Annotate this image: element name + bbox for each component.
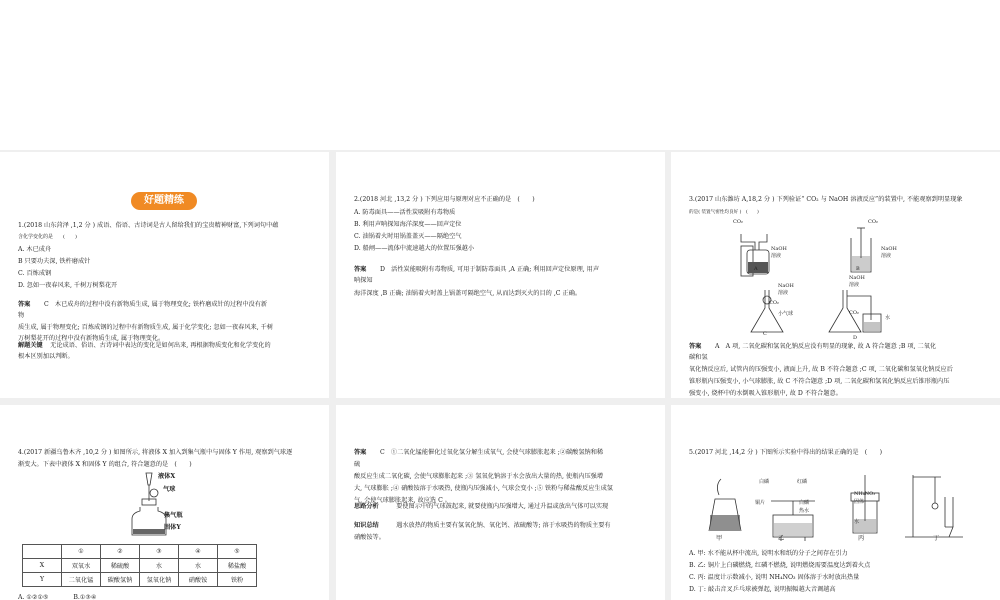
label-solid: 固体 xyxy=(854,499,865,505)
table-cell: ① xyxy=(62,545,101,559)
answer-label: 答案 xyxy=(18,301,31,308)
q1-text: 1.(2018 山东菏泽 ,1,2 分 ) 成语、俗语、古诗词是古人留给我们的宝贵精神财富,下列词句中蕴 xyxy=(18,222,279,229)
label-white-phosphorus-2: 白磷 xyxy=(799,500,810,506)
label-ding: 丁 xyxy=(933,535,940,542)
answer-line: 呐探知 xyxy=(354,277,373,284)
tip-line: 无论成语、俗语、古诗词中表达的变化是如何出来, 再根据物质变化和化学变化的 xyxy=(44,342,271,349)
q2-text: 2.(2018 河北 ,13,2 分 ) 下列应用与原理对应不正确的是 ( ) xyxy=(354,196,535,203)
answer-line: C 木已成舟的过程中没有新物质生成, 属于物理变化; 铁杵磨成针的过程中没有新 xyxy=(44,301,268,308)
tip-label: 解题关键 xyxy=(18,342,43,349)
table-cell: 二氧化锰 xyxy=(62,573,101,587)
label-solution-d: 溶液 xyxy=(849,282,860,288)
summary-line: 硝酸铵等。 xyxy=(354,534,385,541)
answer-line: 氧化钠反应后, 试管内的压强变小, 液面上升, 故 B 不符合题意 ;C 项, 二氧化碳和氢氧化钠反应后 xyxy=(689,366,953,373)
table-cell: 稀盐酸 xyxy=(218,559,257,573)
label-naoh-b: NaOH xyxy=(881,246,897,252)
answer-line: A A 项, 二氧化碳和氢氧化钠反应没有明显的现象, 故 A 符合题意 ;B 项, 二氧化 xyxy=(715,343,937,350)
q1-option-c: C. 百炼成钢 xyxy=(18,270,52,277)
answer-line: 质生成, 属于物理变化; 百炼成钢的过程中有新物质生成, 属于化学变化; 忽如一夜春风来, 千树 xyxy=(18,324,274,331)
table-cell: 氢氧化钠 xyxy=(140,573,179,587)
label-balloon: 气球 xyxy=(163,486,176,493)
table-cell: ④ xyxy=(179,545,218,559)
xy-combination-table xyxy=(22,544,257,587)
label-solution-c: 溶液 xyxy=(778,290,789,296)
q4-options: A. ①②①⑤ B.①③④ xyxy=(18,594,97,600)
answer-line: 大, 气球膨胀 ;④ 硝酸铵溶于水吸热, 使瓶内压强减小, 气球会变小 ;⑤ 铁粉与稀盐酸反应生成氢 xyxy=(354,485,613,492)
summary-line: 遇水放热的物质主要有氢氧化钠、氧化钙、浓硫酸等; 溶于水吸热的物质主要有 xyxy=(390,522,611,529)
answer-line: 强变小, 烧杯中的水倒吸入锥形瓶中, 故 D 不符合题意。 xyxy=(689,390,842,397)
table-cell: ⑤ xyxy=(218,545,257,559)
label-water-d: 水 xyxy=(885,315,891,321)
label-solid-y: 固体Y xyxy=(164,524,181,531)
answer-line: 硫 xyxy=(354,461,361,468)
q5-option-d: D. 丁: 敲击音叉乒乓球被弹起, 说明振幅越大音调越高 xyxy=(689,586,836,593)
label-a: A xyxy=(754,266,758,272)
label-balloon: 小气球 xyxy=(778,311,794,317)
panel-answer-4 xyxy=(336,405,665,600)
label-co2-b: CO₂ xyxy=(868,219,878,225)
analysis-line: 要使图示中的气球鼓起来, 就要使瓶内压强增大, 通过升温或放出气体可以实现 xyxy=(390,503,609,510)
q5-option-b: B. 乙: 铜片上白磷燃烧, 红磷不燃烧, 说明燃烧需要温度达到着火点 xyxy=(689,562,871,569)
answer-line: 酸反应生成二氧化碳, 会使气球膨胀起来 ;③ 氢氧化钠溶于水会放出大量的热, 使瓶内压强增 xyxy=(354,473,604,480)
q5-option-c: C. 丙: 温度计示数减小, 说明 NH₄NO₃ 固体溶于水时放出热量 xyxy=(689,574,860,581)
label-c: C xyxy=(763,331,767,337)
top-blank-band xyxy=(0,0,1000,150)
label-copper: 铜片 xyxy=(755,500,766,506)
panel-question-1 xyxy=(0,152,329,398)
label-bing: 丙 xyxy=(858,535,865,542)
summary-label: 知识总结 xyxy=(354,522,379,529)
label-co2-c: CO₂ xyxy=(769,300,779,306)
label-liquid-x: 液体X xyxy=(158,473,176,480)
label-water: 水 xyxy=(854,519,860,525)
label-nh4no3: NH₄NO₃ xyxy=(854,491,876,497)
label-d: D xyxy=(853,335,858,341)
q1-option-a: A. 木已成舟 xyxy=(18,246,52,253)
answer-label: 答案 xyxy=(354,449,367,456)
q1-option-d: D. 忽如一夜春风来, 千树万树梨花开 xyxy=(18,282,118,289)
label-hot-water: 热水 xyxy=(799,508,810,514)
q2-option-c: C. 油锅着火时用锅盖盖灭——隔绝空气 xyxy=(354,233,462,240)
label-naoh-d: NaOH xyxy=(849,275,865,281)
answer-line: 万树梨花开的过程中没有新物质生成, 属于物理变化。 xyxy=(18,335,165,342)
table-cell: Y xyxy=(23,573,62,587)
table-cell: ② xyxy=(101,545,140,559)
q1-option-b: B 只要功夫深, 铁杵磨成针 xyxy=(18,258,91,265)
table-row xyxy=(23,573,257,587)
q2-option-a: A. 防毒面具——活性炭吸附有毒物质 xyxy=(354,209,456,216)
answer-line: 物 xyxy=(18,312,25,319)
label-solution-a: 溶液 xyxy=(771,253,782,259)
table-cell: 水 xyxy=(140,559,179,573)
label-naoh-a: NaOH xyxy=(771,246,787,252)
panel-question-4 xyxy=(0,405,329,600)
table-cell: 水 xyxy=(179,559,218,573)
panel-question-3 xyxy=(671,152,1000,398)
table-cell: 稀硫酸 xyxy=(101,559,140,573)
answer-line: C ①二氧化锰能催化过氧化氢分解生成氧气, 会使气球膨胀起来 ;②碳酸氢钠和稀 xyxy=(380,449,604,456)
panel-question-5 xyxy=(671,405,1000,600)
q4-text-2: 渐变大。下表中液体 X 和固体 Y 的组合, 符合题意的是 ( ) xyxy=(18,461,192,468)
label-solution-b: 溶液 xyxy=(881,253,892,259)
table-cell: X xyxy=(23,559,62,573)
answer-line: 锥形瓶内压强变小, 小气球膨胀, 故 C 不符合题意 ;D 项, 二氧化碳和氢氧化钠反应后锥形瓶内压 xyxy=(689,378,950,385)
tip-line: 根本区别加以判断。 xyxy=(18,353,74,360)
answer-line: 碳和氢 xyxy=(689,354,708,361)
table-cell: 双氧水 xyxy=(62,559,101,573)
q1-text-2: 含化学变化的是 ( ) xyxy=(18,234,77,240)
label-co2-d: CO₂ xyxy=(849,310,859,316)
q5-text: 5.(2017 河北 ,14,2 分 ) 下图所示实验中得出的结果正确的是 ( ) xyxy=(689,449,883,456)
four-experiments-diagram xyxy=(701,471,981,543)
panel-question-2 xyxy=(336,152,665,398)
table-cell xyxy=(23,545,62,559)
label-co2-a: CO₂ xyxy=(733,219,743,225)
label-naoh-c: NaOH xyxy=(778,283,794,289)
label-white-phosphorus: 白磷 xyxy=(759,479,770,485)
q3-text: 3.(2017 山东潍坊 A,18,2 分 ) 下列验证“ CO₂ 与 NaOH 溶液反应”的装置中, 不能观察到明显现象 xyxy=(689,196,963,203)
q2-option-b: B. 利用声呐探知海洋深度——回声定位 xyxy=(354,221,462,228)
answer-line: D 活性炭能吸附有毒物质, 可用于制防毒面具 ,A 正确; 利用回声定位原理, 用声 xyxy=(380,266,600,273)
table-header-row xyxy=(23,545,257,559)
answer-line: 海洋深度 ,B 正确; 油锅着火时盖上锅盖可隔绝空气, 从而达到灭火的目的 ,C 正确。 xyxy=(354,290,582,297)
label-jia: 甲 xyxy=(716,535,723,542)
label-red-phosphorus: 红磷 xyxy=(797,479,808,485)
practice-badge: 好题精练 xyxy=(131,192,197,210)
answer-line: 气, 会使气球膨胀起来, 故应选 C 。 xyxy=(354,497,451,504)
table-cell: 铁粉 xyxy=(218,573,257,587)
label-b: B xyxy=(856,266,860,272)
table-cell: ③ xyxy=(140,545,179,559)
q4-text: 4.(2017 新疆乌鲁木齐 ,10,2 分 ) 如图所示, 将液体 X 加入到集气瓶中与固体 Y 作用, 观察到气球逐 xyxy=(18,449,293,456)
answer-label: 答案 xyxy=(354,266,367,273)
co2-apparatus-diagram xyxy=(721,216,961,344)
label-gas-jar: 集气瓶 xyxy=(164,512,183,519)
table-row xyxy=(23,559,257,573)
table-cell: 硝酸铵 xyxy=(179,573,218,587)
answer-label: 答案 xyxy=(689,343,702,350)
analysis-label: 思路分析 xyxy=(354,503,379,510)
q2-option-d: D. 船闸——流体中流速越大的位置压强越小 xyxy=(354,245,475,252)
label-yi: 乙 xyxy=(778,535,785,542)
table-cell: 碳酸氢钠 xyxy=(101,573,140,587)
q5-option-a: A. 甲: 水不能从杯中流出, 说明水和纸的分子之间存在引力 xyxy=(689,550,848,557)
q3-text-2: 的是( 装置气密性均良好 ) ( ) xyxy=(689,210,759,215)
